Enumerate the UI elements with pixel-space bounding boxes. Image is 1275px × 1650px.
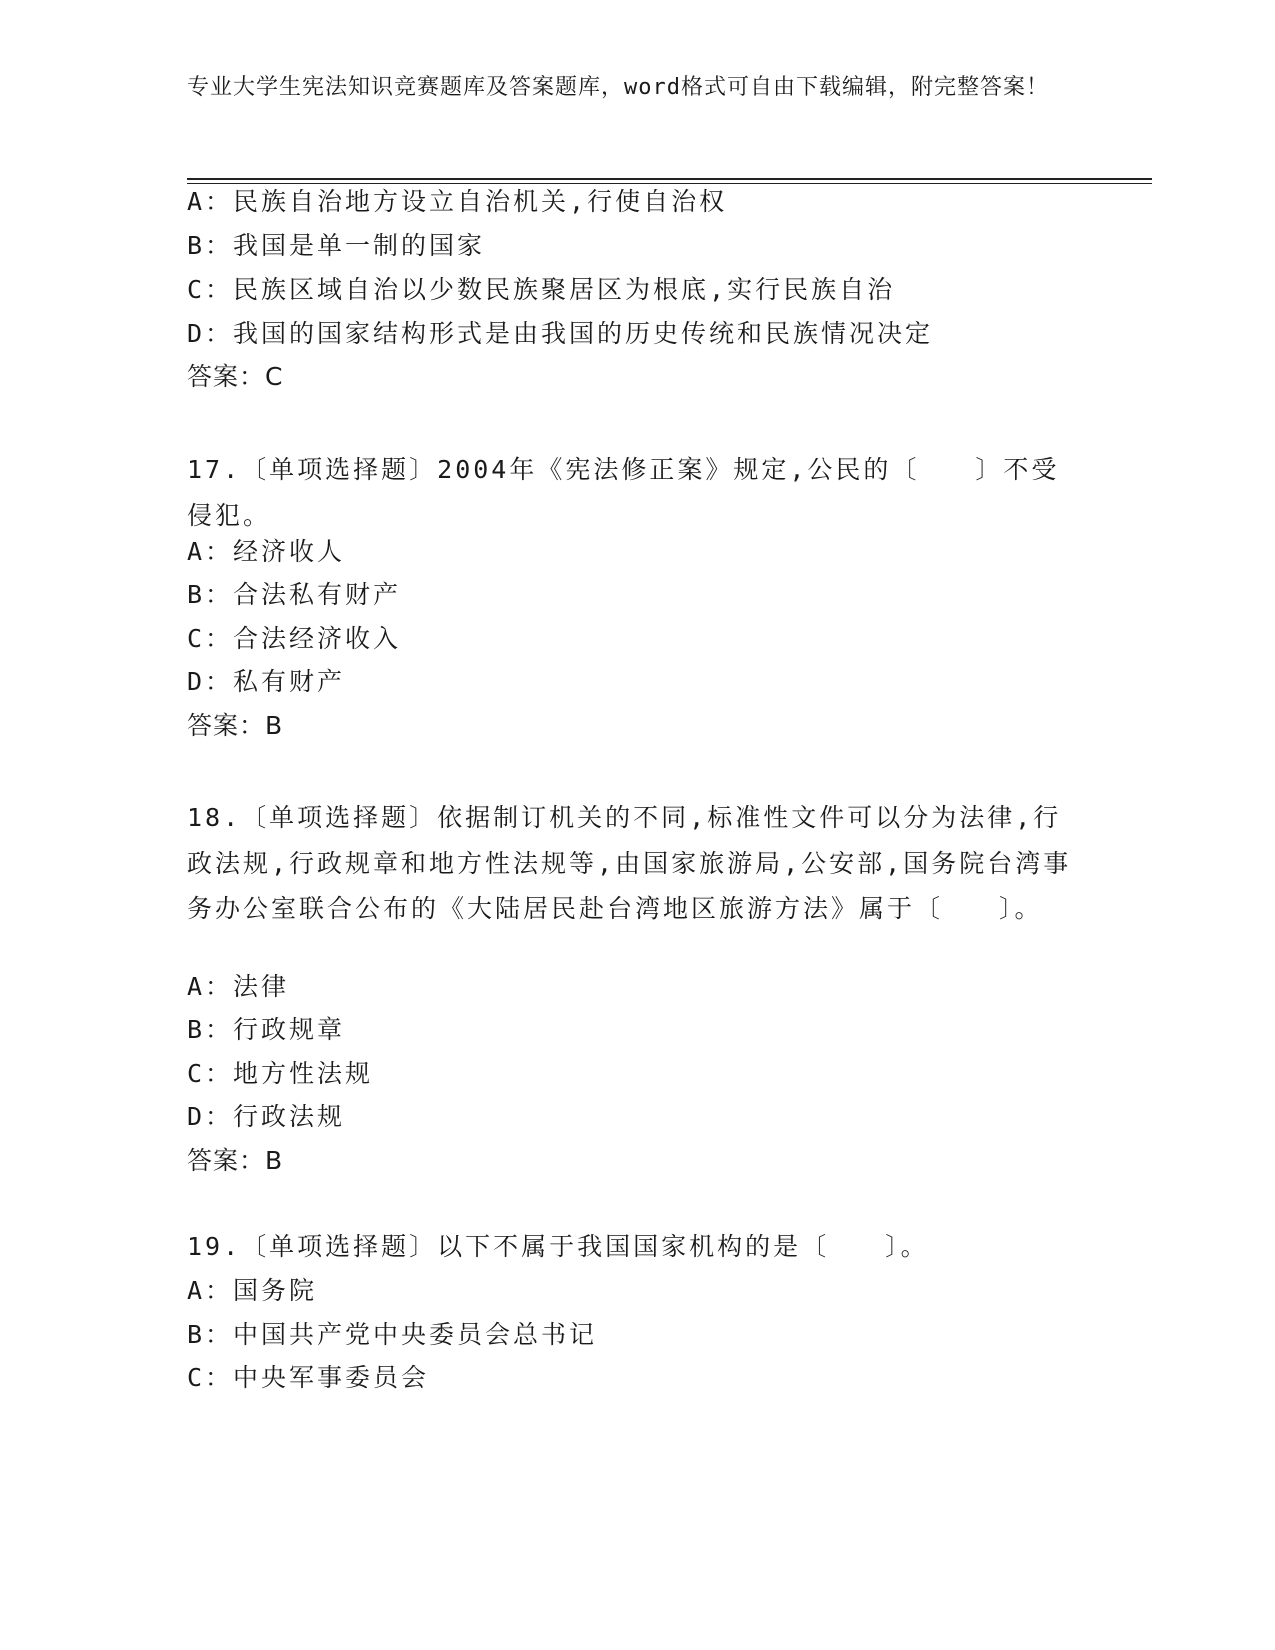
header-divider-thin: [187, 183, 1152, 184]
document-header: 专业大学生宪法知识竞赛题库及答案题库，word格式可自由下载编辑，附完整答案！: [187, 75, 1049, 100]
q16-option-b: B：我国是单一制的国家: [187, 231, 486, 260]
q19-option-b: B：中国共产党中央委员会总书记: [187, 1320, 598, 1349]
q19-question: 19.〔单项选择题〕以下不属于我国国家机构的是〔 〕。: [187, 1232, 929, 1261]
q18-answer: 答案：B: [187, 1146, 284, 1175]
q18-option-c: C：地方性法规: [187, 1059, 374, 1088]
q16-option-c: C：民族区域自治以少数民族聚居区为根底,实行民族自治: [187, 275, 896, 304]
q17-option-b: B：合法私有财产: [187, 580, 402, 609]
q18-question: 18.〔单项选择题〕依据制订机关的不同,标准性文件可以分为法律,行政法规,行政规章和地方性法规等,由国家旅游局,公安部,国务院台湾事务办公室联合公布的《大陆居民赴台湾地区旅游方法》属于〔 〕。: [187, 803, 1072, 923]
header-divider-thick: [187, 178, 1152, 180]
q18-option-a: A：法律: [187, 972, 290, 1001]
q17-option-a: A：经济收人: [187, 537, 346, 566]
q18-option-b: B：行政规章: [187, 1015, 346, 1044]
q17-question: 17.〔单项选择题〕2004年《宪法修正案》规定,公民的〔 〕不受侵犯。: [187, 455, 1060, 530]
q16-option-d: D：我国的国家结构形式是由我国的历史传统和民族情况决定: [187, 319, 934, 348]
q18-option-d: D：行政法规: [187, 1102, 346, 1131]
q17-option-c: C：合法经济收入: [187, 624, 402, 653]
q17-answer: 答案：B: [187, 711, 284, 740]
q16-option-a: A：民族自治地方设立自治机关,行使自治权: [187, 187, 728, 216]
q17-option-d: D：私有财产: [187, 667, 346, 696]
q19-option-c: C：中央军事委员会: [187, 1363, 430, 1392]
q16-answer: 答案：C: [187, 362, 284, 391]
q19-option-a: A：国务院: [187, 1276, 318, 1305]
